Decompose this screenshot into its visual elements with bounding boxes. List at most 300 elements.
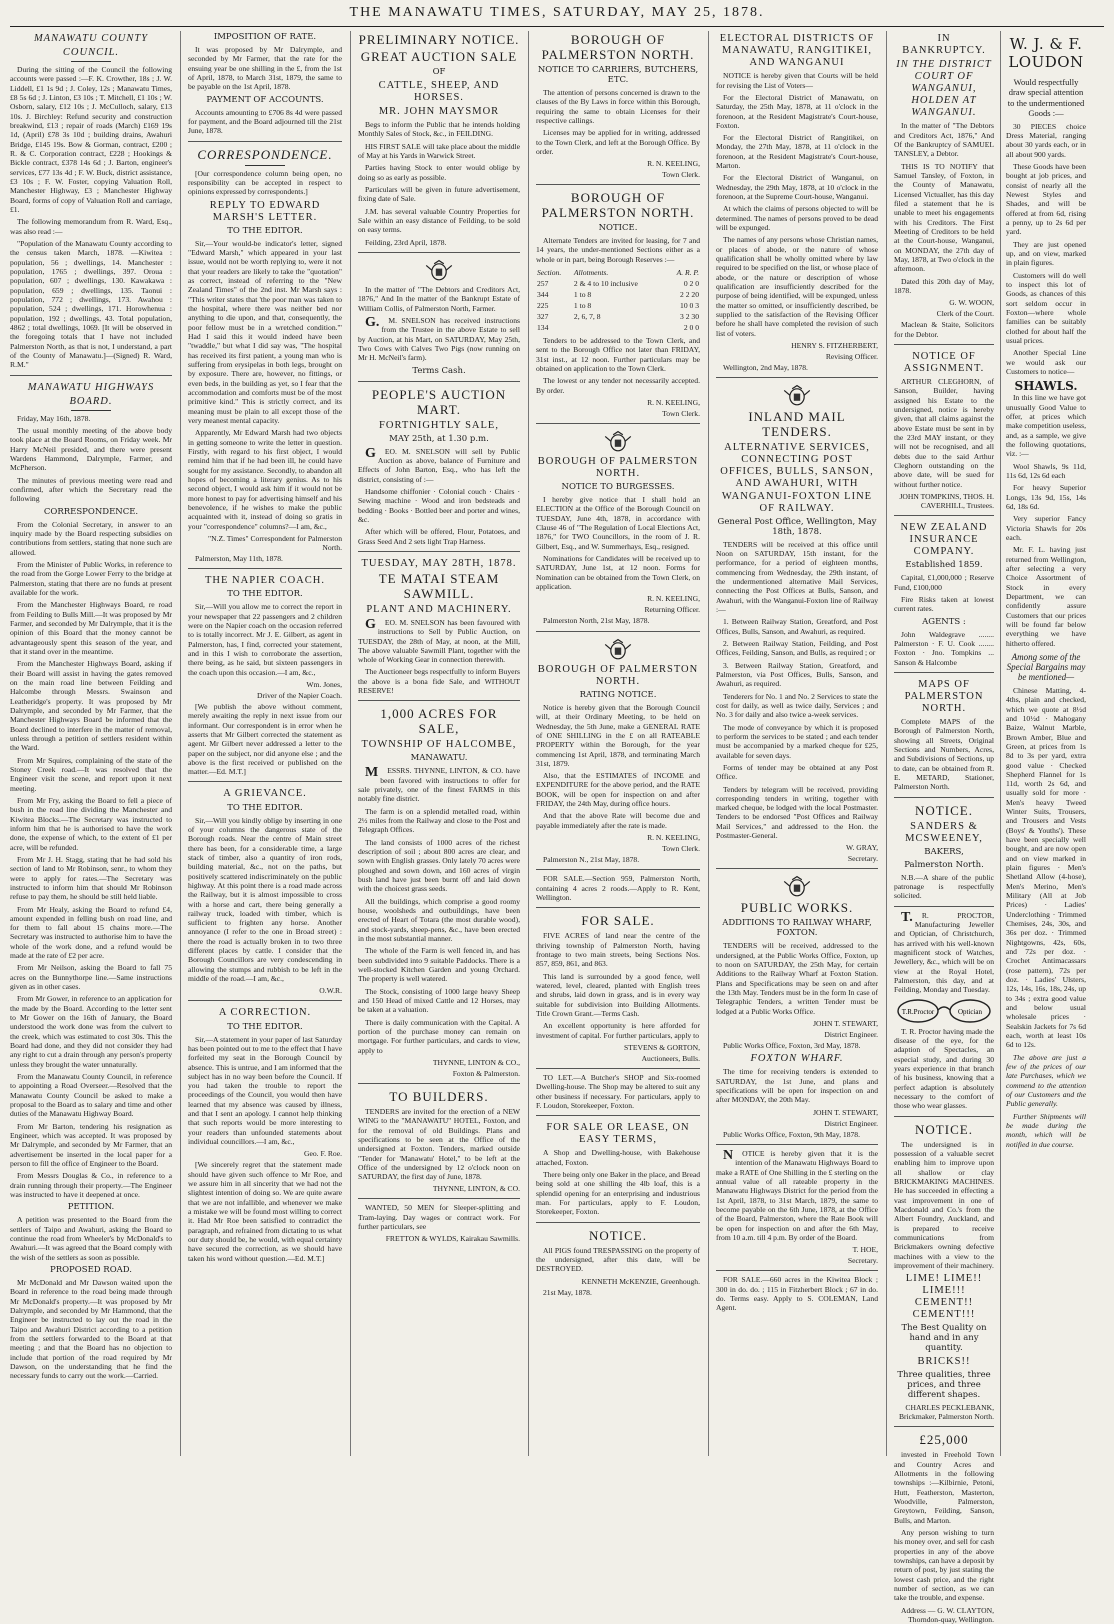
pigs-signature: KENNETH McKENZIE, Greenhough.	[581, 1276, 700, 1286]
table-cell: 327	[537, 312, 549, 322]
carriers-title: NOTICE TO CARRIERS, BUTCHERS, ETC.	[537, 64, 699, 85]
town-clerk: Town Clerk.	[662, 170, 700, 180]
electoral-notice	[716, 33, 878, 372]
builders-text: TENDERS are invited for the erection of a NEW WING to the "MANAWATU" HOTEL, Foxton, and for the removal of old Buildings. Plans and specifications to be seen at the Office of the undersigned at Foxton. Tenders, marked outside "Tender for 'Manawatu' Hotel," to be left at the Office of the undersigned by 12 o'clock noon on SATURDAY, the first day of June, 1878.	[358, 1106, 520, 1182]
inland-text-4: 3. Between Railway Station, Greatford, and Palmerston, via Post Offices, Bulls, Sanson, and Awahuri, as required.	[716, 660, 878, 689]
inland-text-5: Tenderers for No. 1 and No. 2 Services to state the cost for daily, as well as twice daily, Services ; and No. 3 for daily and also twice a-week services.	[716, 691, 878, 720]
keeling-signature: R. N. KEELING,	[647, 398, 700, 407]
coach-signature: Wm. Jones,	[306, 679, 342, 689]
correction-letter	[188, 1000, 342, 1263]
rating-notice	[536, 631, 700, 865]
inland-sub: ALTERNATIVE SERVICES, CONNECTING POST OFFICES, BULLS, SANSON, AND AWAHURI, WITH WANGANUI-FOXTON LINE OF RAILWAY.	[720, 442, 874, 514]
electoral-text-4: For the Electoral District of Wanganui, on Wednesday, the 29th May, 1878, at 10 o'clock in the forenoon, at the Supreme Court-house, Wanganui.	[716, 173, 878, 202]
pigs-notice	[536, 1222, 700, 1297]
stewart-signature-2: District Engineer.	[824, 1030, 878, 1040]
bankruptcy-title: IN BANKRUPTCY.	[902, 33, 986, 57]
fl-text: Mr. F. L. having just returned from Wellington, after selecting a very Choice Assortment of Stock in every Department, we can confidently assure Customers that our prices will be found far below everything we have hitherto offered.	[1006, 545, 1086, 648]
saleorlease-text-2: There being only one Baker in the place, and Bread being sold at one shilling the 4lb loaf, this is a splendid opening for an enterprising and industrious man. For particulars, apply to F. Loudon, Storekeeper, Foxton.	[536, 1170, 700, 1217]
peck-signature: CHARLES PECKLEBANK, Brickmaker, Palmerston North.	[898, 1403, 994, 1422]
reply-text: Sir,—Your would-be indicator's letter, signed "Edward Marsh," which appeared in your last issue, would not be worth replying to, were it not that your readers are likely to take the "quotation" as correct, instead of referring to the "New Zealand Times" of the 2nd inst. Mr Marsh says : "This writer states that 'the poor man was taken to the hospital, where there was neither bed nor anything to die upon, and that, consequently, the poor fellow must be in a wretched condition.'" Had I said this it would indeed have been "twaddle," but what I did say was, "The hospital has received its first patient, a young man who is suffering from erysipelas in both legs, brought on by exposure. There are, however, no fittings, or even beds, in the building as yet, so I fear that the accommodation and comforts must be of the most primitive kind." This is strictly correct, and its meaning must be plain to all except those of the very meanest mental capacity.	[188, 238, 342, 425]
rating-text: Notice is hereby given that the Borough Council will, at their Ordinary Meeting, to be held on Wednesday, the 5th June, make a GENERAL RATE of ONE SHILLING in the £ on all RATEABLE PROPERTY within the Borough, for the year commencing 1st April, 1878, and terminating March 31st, 1879.	[536, 702, 700, 768]
snelson-text: G.M. SNELSON has received instructions from the Trustee in the above Estate to sell by Auction, at his Mart, on SATURDAY, May 25th, Two Cows with Calves Two Pigs (now running on Mr H. McNeil's farm).	[358, 314, 520, 363]
auction-of: OF	[432, 66, 446, 77]
wanted-signature: FRETTON & WYLDS, Kairakau Sawmills.	[385, 1234, 520, 1244]
bankruptcy-text-2: THIS IS TO NOTIFY that Samuel Tansley, of Foxton, in the County of Manawatu, Licensed Victualler, has this day filed a statement that he is unable to meet his engagements with his Creditors. The First Meeting of Creditors to be held at the Court-house, Wanganui, on MONDAY, the 27th day of May, 1878, at Two o'clock in the afternoon.	[894, 161, 994, 274]
five-acres-sale	[536, 907, 700, 1063]
highways-title: MANAWATU HIGHWAYS	[27, 381, 155, 393]
works-date: Public Works Office, Foxton, 3rd May, 1878.	[723, 1041, 861, 1051]
trustees: JOHN TOMPKINS, THOS. H. CAVERHILL, Trustees.	[899, 492, 994, 511]
county-text-2: The following memorandum from R. Ward, Esq., was also read :—	[10, 217, 172, 236]
assignment-text: ARTHUR CLEGHORN, of Sanson, Builder, having assigned his Estate to the undersigned, notice is hereby given, that all claims against the above Estate must be sent in by the 23rd MAY instant, or they will not be recognised, and all debts due to the said Arthur Cleghorn outstanding on the above date, will be sued for without further notice.	[894, 377, 994, 489]
highways-board-article	[10, 375, 172, 1381]
stewart-signature: JOHN T. STEWART,	[813, 1107, 878, 1117]
sanders-place: Palmerston North.	[904, 859, 984, 870]
halcombe-text-5: The whole of the Farm is well fenced in, and has been subdivided into 9 suitable Paddocks. There is a well-stocked Kitchen Garden and young Orchard. The property is well watered.	[358, 946, 520, 984]
sale-or-lease-ad	[536, 1115, 700, 1216]
notice-title: NOTICE.	[589, 1227, 647, 1243]
spectacle-right-label: Optician	[957, 1007, 983, 1016]
table-row	[536, 278, 700, 289]
forsale2-text-2: This land is surrounded by a good fence, well watered, level, cleared, planted with English trees and shrubs, laid down in grass, and is in every way suitable for subdivision into Building Allotments. Title Crown Grant.—Terms Cash.	[536, 971, 700, 1018]
sections-table	[536, 267, 700, 333]
table-row	[536, 311, 700, 322]
divider	[71, 410, 111, 411]
spectacles-icon	[894, 998, 994, 1024]
kiwitea-text: FOR SALE.—660 acres in the Kiwitea Block ; 300 in do. do. ; 115 in Fitzherbert Block ; 67 in do. do. Terms easy. Apply to S. COLEMAN, Land Agent.	[716, 1275, 878, 1313]
gray-signature-2: Secretary.	[847, 854, 878, 864]
burgesses-notice	[536, 423, 700, 626]
sanders-text: N.B.—A share of the public patronage is respectfully solicited.	[894, 872, 994, 901]
wharf-title: FOXTON WHARF.	[750, 1053, 844, 1065]
table-row	[536, 300, 700, 311]
corr-paragraph: From Messrs Douglas & Co., in reference to a drain running through their property.—The Engineer was instructed to have it deepened at once.	[10, 1171, 172, 1200]
saleorlease-text: A Shop and Dwelling-house, with Bakehouse attached, Foxton.	[536, 1148, 700, 1167]
fortnightly-date: MAY 25th, at 1.30 p.m.	[389, 433, 489, 444]
agents-list: John Waldegrave ........ Palmerston · F. U. Cook ........ Foxton · Jno. Tompkins ... Sanson & Halcombe	[894, 629, 994, 667]
county-memo: "Population of the Manawatu County according to the census taken March, 1878. —Kiwitea : population, 56 ; dwellings, 14. Manchester : population, 1765 ; dwellings, 397. Oroua : population, 607 ; dwellings, 130. Kawakawa : population, 659 ; dwellings, 135. Taonui : population, 772 ; dwellings, 173. Awahou : population, 524 ; dwellings, 171. Horowhenua : population, 192 ; dwellings, 43. Total population, 4862 ; total dwellings, 1069. [It will be observed in the foregoing totals that I have not included Palmerston North, as that is not, I understand, a part of the County of Manawatu.]—(Signed) R. Ward, R.M."	[10, 239, 172, 370]
pigs-text: All PIGS found TRESPASSING on the property of the undersigned, after this date, will be DESTROYED.	[536, 1245, 700, 1274]
table-cell: 134	[537, 323, 549, 333]
county-council-article	[10, 33, 172, 370]
corr-paragraph: From Mr Gower, in reference to an application for the made by the Board. According to the letter sent to Mr Gower on the 16th of January, the Board understood the work done was from the culvert to the creek, which was estimated to cost 30s. This the Board had done, and they did not consider they had any right to cut a drain through any person's property unless they brought the water unnaturally.	[10, 994, 172, 1069]
plant-title: PLANT AND MACHINERY.	[366, 603, 512, 615]
county-text: During the sitting of the Council the following accounts were passed :—F. K. Crowther, 18s ; J. W. Liddell, £1 1s 9d ; J. Coley, 12s ; Manawatu Times, £8 5s 6d ; J. Linton, £3 10s ; T. Mitchell, £1 10s ; W. Osborn, salary, £12 10s ; J. McCulloch, salary, £13 10s. J. Birchley: Refund security and construction breakwind, £13 ; repair of roads (March) £169 19s 1d, (April) £78 3s 10d ; building drains, Awahuri Bridge, £145 19s. Bow & Gorman, contract, £200 ; R. & C. Corporation contract, £228 ; Hookings & Bickle contract, £378 14s 6d ; J. Barton, engineer's services, £77 13s 4d ; F. W. Buck, district assistance, £3 10s ; F. W. Foster, copying Valuation Roll, Manchester Highway, £3 ; Manchester Highway Board, forms of copy of Valuation Roll and carriage, £1.	[10, 65, 172, 215]
money-text-2: Any person wishing to turn his money over, and sell for cash properties in any of the above townships, can have a deposit by return of post, by just stating the lowest cash price, and the right number of section, as we can take the trouble, and expense.	[894, 1528, 994, 1603]
woon-signature: G. W. WOON,	[949, 298, 994, 308]
burgesses-text: I hereby give notice that I shall hold an ELECTION at the Office of the Borough Council on TUESDAY, June 4th, 1878, in accordance with Clause 46 of "The Regulation of Local Elections Act, 1876," for TWO Councillors, in the room of J. R. Gilbert, Esq., and W. Summerhays, Esq., resigned.	[536, 495, 700, 551]
auctioneer-text: The Auctioneer begs respectfully to inform Buyers the above is a bona fide Sale, and WITHOUT RESERVE!	[358, 667, 520, 696]
builders-tender	[358, 1083, 520, 1194]
cements-title: NOTICE.	[915, 1121, 973, 1137]
sanders-name: SANDERS & MCSWEENEY,	[905, 820, 983, 844]
divider	[245, 165, 285, 166]
keeling-signature: R. N. KEELING,	[647, 594, 700, 604]
shawls-intro: Another Special Line we would ask our Customers to notice—	[1006, 348, 1086, 377]
money-text: invested in Freehold Town and Country Acres and Allotments in the following townships :—Kilbirnie, Petoni, Hutt, Featherston, Masterton, Woodville, Palmerston, Greytown, Feilding, Sanson, Bulls, and Marton.	[894, 1450, 994, 1525]
coach-title: THE NAPIER COACH.	[205, 575, 325, 587]
loudon-advertisement	[1000, 31, 1086, 1456]
maps-title: MAPS OF PALMERSTON NORTH.	[904, 678, 984, 714]
inland-text-8: Tenders by telegram will be received, providing corresponding tenders in writing, together with marked cheque, be lodged with the local Postmaster. Tenders to be endorsed "Post Offices and Railway Mail Services," and addressed to the Hon. the Postmaster-General.	[716, 784, 878, 841]
table-cell: 1 to 8	[573, 301, 592, 311]
stevens-signature: STEVENS & GORTON,	[624, 1042, 700, 1052]
borough-title: BOROUGH OF PALMERSTON NORTH.	[541, 32, 695, 62]
corr-paragraph: From the Manchester Highways Board, re road from Feilding to Bulls Mill.—It was proposed by Mr Farmer, and seconded by Mr Dalrymple, that it is the opinion of this Board that the money cannot be advantageously spent this season of the year, and that it stand over in the meantime.	[10, 600, 172, 656]
divider	[71, 61, 111, 62]
corr-paragraph: From the Manawatu County Council, in reference to appointing a Road Overseer.—Resolved that the Manawatu County Council be asked to make a proposal to the Board as to salary and time and other duties of the Manawatu Highway Board.	[10, 1072, 172, 1119]
corr-paragraph: From the Minister of Public Works, in reference to the road from the Gorge Lower Ferry to the bridge at Palmerston, stating that there are no funds at present available for the work.	[10, 560, 172, 597]
assignment-title: NOTICE OF ASSIGNMENT.	[903, 351, 985, 375]
for-sale-section-959	[536, 869, 700, 902]
correspondence-label: CORRESPONDENCE.	[43, 506, 139, 517]
burgesses-text-2: Nominations for Candidates will be received up to SATURDAY, June 1st, at 12 noon. Forms for Nomination can be obtained from the Town Clerk, on application.	[536, 554, 700, 592]
bankruptcy-text: In the matter of "The Debtors and Creditors Act, 1876," And Of the Bankruptcy of SAMUEL TANSLEY, a Debtor.	[894, 121, 994, 159]
bricks-sub: Three qualities, three prices, and three different shapes.	[897, 1370, 991, 1401]
inland-mail-tenders	[716, 377, 878, 863]
highways-subtitle: BOARD.	[69, 395, 113, 407]
grievance-letter	[188, 781, 342, 995]
stewart-signature: JOHN T. STEWART,	[813, 1019, 878, 1029]
wanted-ad	[358, 1198, 520, 1243]
table-cell: 2 & 4 to 10 inclusive	[573, 279, 638, 289]
grievance-title: A GRIEVANCE.	[223, 788, 307, 800]
corr-paragraph: From Mr Healy, asking the Board to refund £4, amount expended in felling bush on road line, and for them to fall about 15 chains more.—The Secretary was instructed to authorise him to have the whole of the work done, and a refund would be made at the rate of £2 per acre.	[10, 904, 172, 961]
pieces-text-4: Customers will do well to inspect this lot of Goods, as chances of this sort seldom occur in Foxton—where whole families can be suitably clothed for about half the usual prices.	[1006, 270, 1086, 346]
reply-date: Palmerston, May 11th, 1878.	[195, 553, 283, 563]
fitzherbert-signature: HENRY S. FITZHERBERT,	[791, 341, 878, 351]
inland-text-7: Forms of tender may be obtained at any Post Office.	[716, 762, 878, 782]
nzins-title: NEW ZEALAND INSURANCE COMPANY.	[900, 522, 988, 558]
halcombe-sub: MANAWATU.	[410, 753, 468, 764]
column-4	[528, 31, 700, 1456]
clayton-signature: Address — G. W. CLAYTON, Thorndon-quay, Wellington.	[900, 1605, 994, 1624]
electoral-date: Wellington, 2nd May, 1878.	[723, 363, 808, 373]
halcombe-text-4: All the buildings, which comprise a good roomy house, woolsheds and outbuildings, have been erected of Heart of Totara (the most durable wood), and stock-yards, sheep-pens, &c., have been erected in the most substantial manner.	[358, 896, 520, 943]
assignment-notice	[894, 344, 994, 510]
carriers-notice	[536, 33, 700, 179]
spectacle-left-label: T.R.Proctor	[901, 1007, 935, 1016]
returning-officer: Returning Officer.	[644, 605, 700, 615]
revising-officer: Revising Officer.	[825, 352, 878, 362]
royal-crest-icon	[423, 259, 455, 283]
highways-rate-notice	[716, 1144, 878, 1265]
parties-text: Parties having Stock to enter would oblige by doing so as early as possible.	[358, 163, 520, 182]
rating-date: Palmerston N., 21st May, 1878.	[543, 855, 640, 865]
investment-ad	[894, 1426, 994, 1623]
highways-date: Friday, May 16th, 1878.	[17, 413, 91, 423]
bargains-list: Chinese Matting, 4-4ths, plain and checked, which we quote at 8½d and 10½d · Mahogany Baize, Walnut Marble, Brown Amber, Blue and Green, at prices from 1s 8d to 3s per yard, extra good value · Checked Shepherd Flannel for 1s 11d, worth 2s 6d, and usually sold for more · Men's heavy Tweed Winter Suits, Trousers, and Trousers and Vests (Boys' & Youths'). These have been specially well bought, and are now open and on view marked in plain figures · Men's Shetland Allow (4-hose), Men's Merino, Men's Military (All at Job Prices) · Ladies' Underclothing · Trimmed Chemises, 24s, 30s, and 36s per doz. · Trimmed Nightgowns, 42s, 60s, and 72s per doz. · Crochet Antimacassars (rose pattern), 72s per doz. · Ladies' Ulsters, 12s, 14s, 16s, 18s, 24s, up to 34s ; extra good value and below usual wholesale prices · Sealskin Jackets for 7s 6d each, worth at least 10s 6d to 12s.	[1006, 685, 1086, 1050]
alt-tenders-text: Alternate Tenders are invited for leasing, for 7 and 14 years, the under-mentioned Sections either as a whole or in part, being Borough Reserves :—	[536, 236, 700, 264]
table-cell: 225	[537, 301, 549, 311]
shawls-title: SHAWLS.	[1014, 379, 1078, 394]
to-editor: TO THE EDITOR.	[227, 802, 303, 813]
table-row	[536, 289, 700, 300]
forsale2-text-3: An excellent opportunity is here afforded for investment of capital. For further particulars, apply to	[536, 1021, 700, 1040]
petition-text: A petition was presented to the Board from the settlers of Taipo and Awahuri, asking the Board to continue the road from Wheeler's by McDonald's to Awahuri.—It was agreed that the Board comply with the wish of the settlers as soon as possible.	[10, 1215, 172, 1262]
carriers-text-2: Licenses may be applied for in writing, addressed to the Town Clerk, and left at the Borough Office. By order.	[536, 128, 700, 156]
feilding-date: Feilding, 23rd April, 1878.	[365, 237, 447, 247]
rating-title: RATING NOTICE.	[579, 689, 657, 700]
notice-label: NOTICE.	[598, 223, 638, 234]
masthead: THE MANAWATU TIMES, SATURDAY, MAY 25, 1878.	[10, 0, 1104, 27]
builders-title: TO BUILDERS.	[389, 1088, 489, 1104]
hoe-signature-2: Secretary.	[847, 1256, 878, 1266]
corr-paragraph: From Mr Squires, complaining of the state of the Stoney Creek road.—It was resolved that the Engineer visit the scene, and report upon it next meeting.	[10, 755, 172, 793]
bakers-notice	[894, 797, 994, 901]
column-6-left	[894, 31, 994, 1624]
table-cell: 344	[537, 290, 549, 300]
halcombe-text: MESSRS. THYNNE, LINTON, & CO. have been favored with instructions to offer for sale privately, one of the finest FARMS in this notably fine district.	[358, 765, 520, 804]
public-works-notice	[716, 868, 878, 1139]
carriers-text: The attention of persons concerned is drawn to the clauses of the By Laws in force within this Borough, requiring the same to obtain Licenses for their respective callings.	[536, 87, 700, 125]
borough-title: BOROUGH OF PALMERSTON NORTH.	[537, 456, 699, 480]
table-cell: 2 0 0	[683, 323, 699, 333]
reply-signature: "N.Z. Times" Correspondent for Palmerston North.	[207, 533, 342, 552]
table-header: Section.	[537, 268, 562, 278]
columns	[10, 31, 1104, 1624]
highways-text-2: The minutes of previous meeting were read and confirmed, after which the Secretary read the following	[10, 475, 172, 504]
correction-note: [We sincerely regret that the statement made should have given such offence to Mr Roe, and we assure him in all sincerity that we had not the slightest intention of doing so. We are quite aware that we are not infallible, and whenever we make a mistake we will be found most willing to correct it. Had Mr Roe been satisfied to contradict the paragraph, and refrained from dictating to us what our duty should be, he would, with equal certainty have secured the correction, as we should have taken his word without question.—Ed. M.T.]	[188, 1160, 342, 1263]
column-5	[708, 31, 878, 1456]
prelim-title: PRELIMINARY NOTICE.	[358, 32, 520, 47]
shawls-text-4: Very superior Fancy Victoria Shawls for 20s each.	[1006, 514, 1086, 542]
wanted-text: WANTED, 50 MEN for Sleeper-splitting and Tram-laying. Day wages or contract work. For further particulars, see	[358, 1203, 520, 1232]
bankruptcy-date: Dated this 20th day of May, 1878.	[894, 276, 994, 296]
thynne-signature: THYNNE, LINTON & CO.,	[432, 1057, 520, 1067]
forsale-text: FOR SALE.—Section 959, Palmerston North, containing 4 acres 2 roods.—Apply to R. Kent, Wellington.	[536, 874, 700, 903]
proctor-optician-ad	[894, 906, 994, 1111]
acres-title: 1,000 ACRES FOR SALE,	[380, 706, 498, 737]
among-title: Among some of the Special Bargains may be mentioned—	[1006, 651, 1086, 682]
first-sale: HIS FIRST SALE will take place about the middle of May at his Yards in Warwick Street.	[358, 141, 520, 161]
agents-label: AGENTS :	[922, 616, 966, 627]
loudon-brand: W. J. & F. LOUDON	[1008, 35, 1084, 71]
royal-crest-icon	[602, 430, 634, 454]
borough-title: BOROUGH OF PALMERSTON NORTH.	[537, 663, 699, 687]
works-sub: ADDITIONS TO RAILWAY WHARF, FOXTON.	[722, 918, 872, 939]
shawls-text: In this line we have got unusually Good Value to offer, at prices which make competition useless, and, as a sample, we give the following quotations, viz. :—	[1006, 393, 1086, 459]
forsale2-text: FIVE ACRES of land near the centre of the thriving township of Palmerston North, having frontage to two main streets, being Sections Nos. 857, 859, 861, and 863.	[536, 931, 700, 969]
table-cell: 10 0 3	[680, 301, 699, 311]
inland-office: General Post Office, Wellington, May 18th, 1878.	[717, 516, 877, 537]
pieces-text-3: They are just opened up, and on view, marked in plain figures.	[1006, 239, 1086, 268]
highways-text: The usual monthly meeting of the above body took place at the Board Rooms, on Friday week. Mr Harry McNeil presided, and there were present Wardens Hammond, Dalrymple, Farmer, and McPherson.	[10, 426, 172, 473]
closing-2: Further Shipments will be made during the month, which will be notified in due course.	[1006, 1111, 1086, 1149]
shawls-text-3: For heavy Superior Longs, 13s 9d, 15s, 14s 6d, 18s 6d.	[1006, 483, 1086, 511]
column-3	[350, 31, 520, 1456]
alt-tenders-text-2: Tenders to be addressed to the Town Clerk, and sent to the Borough Office not later than FRIDAY, 31st inst., at 12 noon. Further particulars may be obtained on application to the Town Clerk.	[536, 336, 700, 374]
column-6	[886, 31, 1086, 1624]
coach-signature-2: Driver of the Napier Coach.	[257, 690, 342, 700]
halcombe-title: TOWNSHIP OF HALCOMBE,	[361, 739, 517, 751]
corr-paragraph: From Mr Fry, asking the Board to fell a piece of bush in the road line dividing the Manchester and Kiwitea Blocks.—The Secretary was instructed to inform him that he is authorised to have the work done, the expense of which, to the extent of £1 per acre, will be refunded.	[10, 795, 172, 852]
furniture-list: Handsome chiffonier · Colonial couch · Chairs · Sewing machine · Wood and iron bedsteads and bedding · Books · Bottled beer and porter and wines, &c.	[358, 486, 520, 524]
solicitors: Maclean & Staite, Solicitors for the Debtor.	[894, 320, 994, 339]
bricks-text: BRICKS!!	[917, 1356, 971, 1368]
hoe-signature: T. HOE,	[852, 1245, 878, 1255]
proctor-text: T.R. PROCTOR, Manufacturing Jeweller and Optician, of Christchurch, has arrived with his well-known magnificent stock of Watches, Jewellery, &c., which will be on view at the Royal Hotel, Palmerston, this day, and at Feilding, Monday and Tuesday.	[894, 909, 994, 995]
imposition-text: It was proposed by Mr Dalrymple, and seconded by Mr Farmer, that the rate for the ensuing year be one shilling in the £, from the 1st of April, 1878, to March 31st, 1879, the same to be payable on the 1st April, 1878.	[188, 45, 342, 92]
auction-title: GREAT AUCTION SALE	[360, 48, 518, 64]
corr-paragraph: From Mr Barton, tendering his resignation as Engineer, which was accepted. It was proposed by Mr Dalrymple, and seconded by Mr Farmer, that an advertisement be inserted in the local paper for a person to fill the office of Engineer to the Board.	[10, 1121, 172, 1169]
electoral-title: ELECTORAL DISTRICTS OF MANAWATU, RANGITIKEI, AND WANGANUI	[719, 33, 875, 69]
works-text: TENDERS will be received, addressed to the undersigned, at the Public Works Office, Foxton, up to noon on SATURDAY, the 25th May, for certain Additions to the Railway Wharf at Foxton Station. Plans and Specifications may be seen on and after the 13th May. Tenders must be in the form In case of Telegraphic Tenders, a written Tender must be lodged at a Public Works Office.	[716, 941, 878, 1016]
pigs-date: 21st May, 1878.	[543, 1287, 592, 1297]
town-clerk: Town Clerk.	[662, 844, 700, 854]
corr-paragraph: From Mr J. H. Stagg, stating that he had sold his section of land to Mr Robinson, senr., to whom they were to apply for rates.—The Secretary was instructed to inform him that should Mr Robinson refuse to pay them, he should be still held liable.	[10, 854, 172, 902]
corr-paragraph: From the Manchester Highways Board, asking if their Board will assist in having the gates removed on the main road line between Feilding and Halcombe through Messrs. Swainson and Leatheridge's property. It was proposed by Mr Dalrymple, and seconded by Mr Farmer, that the Manchester Highways Board be informed that the Board declined to interfere in the matter of removal, unless through a petition of settlers resident within the Ward.	[10, 659, 172, 753]
lowest-tender: The lowest or any tender not necessarily accepted. By order.	[536, 376, 700, 395]
fortnightly-sale: FORTNIGHTLY SALE,	[379, 419, 499, 431]
halcombe-text-2: The farm is on a splendid metalled road, within 2½ miles from the Railway and close to the Post and Telegraph Offices.	[358, 806, 520, 835]
builders-signature: THYNNE, LINTON, & CO.	[432, 1184, 520, 1194]
inland-text: TENDERS will be received at this office until Noon on SATURDAY, 15th instant, for the performance, for a period of eighteen months, commencing from Wednesday, the 29th instant, of the undermentioned alternative Mail Services, connecting the Post Offices at Bulls, Sanson, and Awahuri, with the Wanganui-Foxton line of Railway :—	[716, 539, 878, 614]
to-editor: TO THE EDITOR.	[227, 589, 303, 600]
pieces-text: 30 PIECES choice Dress Material, ranging about 30 yards each, or in all about 900 yards.	[1006, 121, 1086, 159]
notice-title: NOTICE.	[915, 802, 973, 818]
royal-crest-icon	[602, 638, 634, 662]
correction-signature: Geo. F. Roe.	[304, 1149, 342, 1159]
payment-text: Accounts amounting to £706 8s 4d were passed for payment, and the Board adjourned till the 21st June, 1878.	[188, 107, 342, 136]
matai-title: TE MATAI STEAM SAWMILL.	[378, 570, 500, 601]
disclaimer: [Our correspondence column being open, no responsibility can be accepted in respect to opinions expressed by correspondents.]	[188, 168, 342, 197]
preliminary-notice	[358, 33, 520, 247]
coach-text: Sir,—Will you allow me to correct the report in your newspaper that 22 passengers and 2 children were on the Napier coach on the occasion referred to is totally incorrect. Mr J. E. Gilbert, as agent in Palmerston, has, I find, corrected your statement, and in this I wish to corroborate the assertion, there being, as he said, but sixteen passengers in the coach upon this occasion.—I am, &c.,	[188, 602, 342, 677]
inland-text-3: 2. Between Railway Station, Feilding, and Post Offices, Feilding, Sanson, and Bulls, as required ; or	[716, 638, 878, 658]
loudon-intro: Would respectfully draw special attention to the undermentioned Goods :—	[1007, 77, 1085, 119]
correction-text: Sir,—A statement in your paper of last Saturday has been pointed out to me to the effect that I have forfeited my seat in the Borough Council by absence. This is untrue, and I am informed that the subject has in no way been before the Council. If you had taken the trouble to report the proceedings of the Council, you would then have learned that my absence was caused by illness, and that I sent an apology. I cannot help thinking that such reports would be more interesting to your readers than unfounded statements about individual councillors.—I am, &c.,	[188, 1034, 343, 1147]
halcombe-farm-sale	[358, 700, 520, 1077]
table-cell: 257	[537, 279, 549, 289]
payment-label: PAYMENT OF ACCOUNTS.	[206, 94, 324, 105]
proposed-road-label: PROPOSED ROAD.	[49, 1264, 133, 1275]
correction-title: A CORRECTION.	[218, 1007, 312, 1019]
auction-items: CATTLE, SHEEP, AND HORSES.	[378, 79, 500, 103]
wharf-text: The time for receiving tenders is extended to SATURDAY, the 1st June, and plans and specifications will be open for inspection on and after MONDAY, the 20th May.	[716, 1067, 878, 1105]
maysmor-name: MR. JOHN MAYSMOR	[378, 106, 500, 117]
royal-crest-icon	[781, 384, 813, 408]
electoral-text-5: At which the claims of persons objected to will be determined. The names of persons proved to be dead will be expunged.	[716, 204, 878, 233]
after-which: After which will be offered, Flour, Potatoes, and Grass Seed And 2 sets light Trap Harness.	[358, 527, 520, 546]
rate-notice-text: NOTICE is hereby given that it is the intention of the Manawatu Highways Board to make a RATE of One Shilling in the £ sterling on the annual value of all rateable property in the Manawatu Highways District for the period from the 1st April, 1878, to 31st March, 1879, the same to become payable on the 6th June, 1878, at the Office of the Board, Palmerston, where the Rate Book will be open for inspection on and after the 6th May, from 10 a.m. till 4 p.m. By order of the Board.	[716, 1148, 878, 1243]
closing: The above are just a few of the prices of our late Purchases, which we commend to the attention of our Customers and the Public generally.	[1006, 1052, 1086, 1109]
to-editor: TO THE EDITOR.	[227, 1021, 303, 1032]
saleorlease-title: FOR SALE OR LEASE, ON EASY TERMS,	[546, 1122, 690, 1146]
electoral-text-6: The names of any persons whose Christian names, or places of abode, or the nature of whose qualification shall be wholly omitted where by law required to be specified on the list, or whose place of abode, or the nature or description of whose qualification are insufficiently described for the purpose of being identified, will be expunged, unless the matter so omitted, or insufficiently described, be supplied to the satisfaction of the Revising Officer before he shall have completed the revision of such list of voters.	[716, 235, 878, 338]
electoral-text-3: For the Electoral District of Rangitikei, on Monday, the 27th May, 1878, at 11 o'clock in the forenoon, at the Resident Magistrate's Court-house, Marton.	[716, 133, 878, 171]
correspondence-section	[188, 141, 342, 564]
reserves-leasing-notice	[536, 184, 700, 418]
keeling-signature: R. N. KEELING,	[647, 159, 700, 169]
corr-paragraph: From Mr Neilson, asking the Board to fall 75 acres on the Bunnythorpe line.—Same instructions given as in other cases.	[10, 963, 172, 992]
grievance-text: Sir,—Will you kindly oblige by inserting in one of your columns the dangerous state of the Borough roads. Near the centre of Main street there has been, for a considerable time, a large stack of timber, also a quantity of iron rods, building material, &c., not on the paths, but positively scattered indiscriminately on the public highway. At this point there is a road made across the Railway, but it is almost impossible to cross with a horse and cart, there being generally a railway truck, loaded with timber, which is sufficient to frighten any horse. Another annoyance (I refer to the one in Broad street) : there the road is actually broken in to two three different places by cattle. I consider that the Borough Councillors are very condescending in allowing the stumps and rubbish to be left in the middle of the road.—I am, &c.,	[188, 815, 342, 984]
nzins-risks: Fire Risks taken at lowest current rates.	[894, 594, 994, 614]
royal-crest-icon	[781, 875, 813, 899]
table-cell: 1 to 8	[573, 290, 592, 300]
county-subtitle: COUNCIL.	[62, 47, 120, 59]
table-cell: 3 2 30	[680, 312, 699, 322]
table-cell: 2, 6, 7, 8	[573, 312, 601, 322]
rating-text-3: And that the above Rate will become due and payable immediately after the rate is made.	[536, 811, 700, 830]
table-cell: 2 2 20	[680, 290, 699, 300]
bankruptcy-notice	[894, 33, 994, 339]
works-title: PUBLIC WORKS.	[740, 900, 854, 916]
nzins-capital: Capital, £1,000,000 ; Reserve Fund, £100,000	[894, 573, 994, 592]
county-title: MANAWATU COUNTY	[33, 33, 149, 44]
terms-cash: Terms Cash.	[412, 365, 466, 376]
table-row	[536, 322, 700, 333]
maps-text: Complete MAPS of the Borough of Palmerston North, showing all Streets, Original Sections and Numbers, Acres, and Subdivisions of Sections, up to date, can be obtained from R. E. METARD, Stationer, Palmerston North.	[894, 717, 994, 792]
table-header: Allotments.	[573, 268, 609, 278]
money-amount: £25,000	[919, 1432, 969, 1448]
debtors-text: In the matter of "The Debtors and Creditors Act, 1876," And In the matter of the Bankrupt Estate of William Collis, of Palmerston North, Farmer.	[358, 285, 520, 313]
table-header: A. R. P.	[676, 268, 699, 278]
gray-signature: W. GRAY,	[845, 843, 878, 853]
particulars-note: Particulars will be given in future advertisement, fixing date of Sale.	[358, 185, 520, 204]
napier-coach-letter	[188, 568, 342, 776]
stewart-signature-2: District Engineer.	[824, 1118, 878, 1128]
imposition-label: IMPOSITION OF RATE.	[213, 32, 317, 42]
lime-sub: The Best Quality on hand and in any quantity.	[901, 1323, 987, 1354]
bankrupt-estate-sale	[358, 252, 520, 376]
corr-paragraph: From the Colonial Secretary, in answer to an inquiry made by the Board respecting subsidies on contributions from settlers, stating that none such are allowed.	[10, 519, 172, 557]
reply-title: REPLY TO EDWARD MARSH'S LETTER.	[209, 199, 321, 223]
halcombe-text-6: The Stock, consisting of 1000 large heavy Sheep and 150 Head of mixed Cattle and 12 Horses, may be taken at a valuation.	[358, 986, 520, 1015]
woon-signature-2: Clerk of the Court.	[936, 309, 994, 319]
shawls-text-2: Wool Shawls, 9s 11d, 11s 6d, 12s 6d each	[1006, 461, 1086, 480]
correspondence-title: CORRESPONDENCE.	[197, 146, 333, 162]
keeling-signature: R. N. KEELING,	[647, 833, 700, 843]
burgesses-date: Palmerston North, 21st May, 1878.	[543, 616, 650, 626]
column-2	[180, 31, 342, 1456]
halcombe-text-7: There is daily communication with the Capital. A portion of the purchase money can remain on mortgage. For further particulars, and cards to view, apply to	[358, 1017, 520, 1055]
lime-text: LIME! LIME!! LIME!!! CEMENT!! CEMENT!!!	[905, 1273, 983, 1321]
inland-text-2: 1. Between Railway Station, Greatford, and Post Offices, Bulls, Sanson, and Awahuri, as required.	[716, 617, 878, 636]
proposed-road-text: Mr McDonald and Mr Dawson waited upon the Board in reference to the road being made through Mr McDonald's property.—It was proposed by Mr Dalrymple, and seconded by Mr Hammond, that the Engineer be instructed to lay out the road in the Taipo and Awahuri District according to a petition from the settlers forwarded to the Board at that meeting ; and that the Board has no objection to include that portion of the road required by Mr Dawson, on the understanding that he find the necessary funds to carry out the work.—Carried.	[10, 1277, 172, 1381]
maysmor-text: Begs to inform the Public that he intends holding Monthly Sales of Stock, &c., in FEILDING.	[358, 120, 520, 139]
matai-text: GEO. M. SNELSON has been favoured with instructions to Sell by Public Auction, on TUESDAY, the 28th of May, at noon, at the Mill, The above valuable Sawmill Plant, together with the whole of Working Gear in connection therewith.	[358, 616, 520, 665]
rate-imposition	[188, 32, 342, 136]
town-clerk: Town Clerk.	[662, 409, 700, 418]
grievance-signature: O.W.R.	[319, 986, 342, 996]
coach-note: [We publish the above without comment, merely awaiting the reply in next issue from our informant. Our correspondent is in error when he asserts that Mr Gilbert corrected the statement as agent. Mr Gilbert never addressed a letter to the paper on the subject, nor did anyone else ; and the above is the first received or published on the matter.—Ed. M.T.]	[188, 701, 342, 777]
thynne-signature-2: Foxton & Palmerston.	[452, 1068, 520, 1078]
electoral-text: NOTICE is hereby given that Courts will be held for revising the List of Voters—	[716, 71, 878, 90]
table-cell: 0 2 0	[683, 279, 699, 289]
to-let-ad	[536, 1068, 700, 1110]
petition-label: PETITION.	[67, 1202, 115, 1213]
wharf-date: Public Works Office, Foxton, 9th May, 1878.	[723, 1129, 860, 1139]
reply-text-2: Apparently, Mr Edward Marsh had two objects in getting someone to write the letter in question. Firstly, with regard to his first object, I would remind him that if he had been ill, he could have sought for my assistance. Secondly, to abandon all hopes of becoming a literary genius. As to his second object, I would ask him if it would not be more honest to pay for advertising himself and his benevolence, if he wishes to make the public acquainted with it, instead of doing so gratis in your "correspondence" columns?—I am, &c.,	[188, 428, 342, 531]
inland-title: INLAND MAIL TENDERS.	[748, 409, 846, 440]
jm-text: J.M. has several valuable Country Properties for Sale within an easy distance of Feilding, to be sold on easy terms.	[358, 206, 520, 235]
peoples-text: GEO. M. SNELSON will sell by Public Auction as above, balance of Furniture and Effects of John Barton, Esq., who has left the district, consisting of :—	[358, 445, 520, 484]
burgesses-title: NOTICE TO BURGESSES.	[561, 482, 675, 493]
pieces-text-2: These Goods have been bought at job prices, and consist of nearly all the Newest Styles and Shades, and will be offered at from 6d, rising a penny, up to 2s 6d per yard.	[1006, 162, 1086, 237]
tolet-text: TO LET.—A Butcher's SHOP and Six-roomed Dwelling-house. The Shop may be altered to suit any other business if necessary. For particulars, apply to F. Loudon, Storekeeper, Foxton.	[536, 1072, 700, 1110]
maps-ad	[894, 672, 994, 792]
sawmill-auction	[358, 551, 520, 696]
stevens-signature-2: Auctioneers, Bulls.	[641, 1053, 700, 1063]
nz-insurance-ad	[894, 515, 994, 667]
table-cell	[573, 322, 666, 333]
peoples-auction-mart	[358, 381, 520, 546]
nzins-est: Established 1859.	[905, 560, 983, 571]
kiwitea-sale	[716, 1270, 878, 1312]
inland-text-6: The mode of conveyance by which it is proposed to perform the services to be stated ; and each tender must be accompanied by a marked cheque for £25, available for seven days.	[716, 722, 878, 760]
court-title: IN THE DISTRICT COURT OF WANGANUI, HOLDEN AT WANGANUI.	[896, 59, 992, 119]
